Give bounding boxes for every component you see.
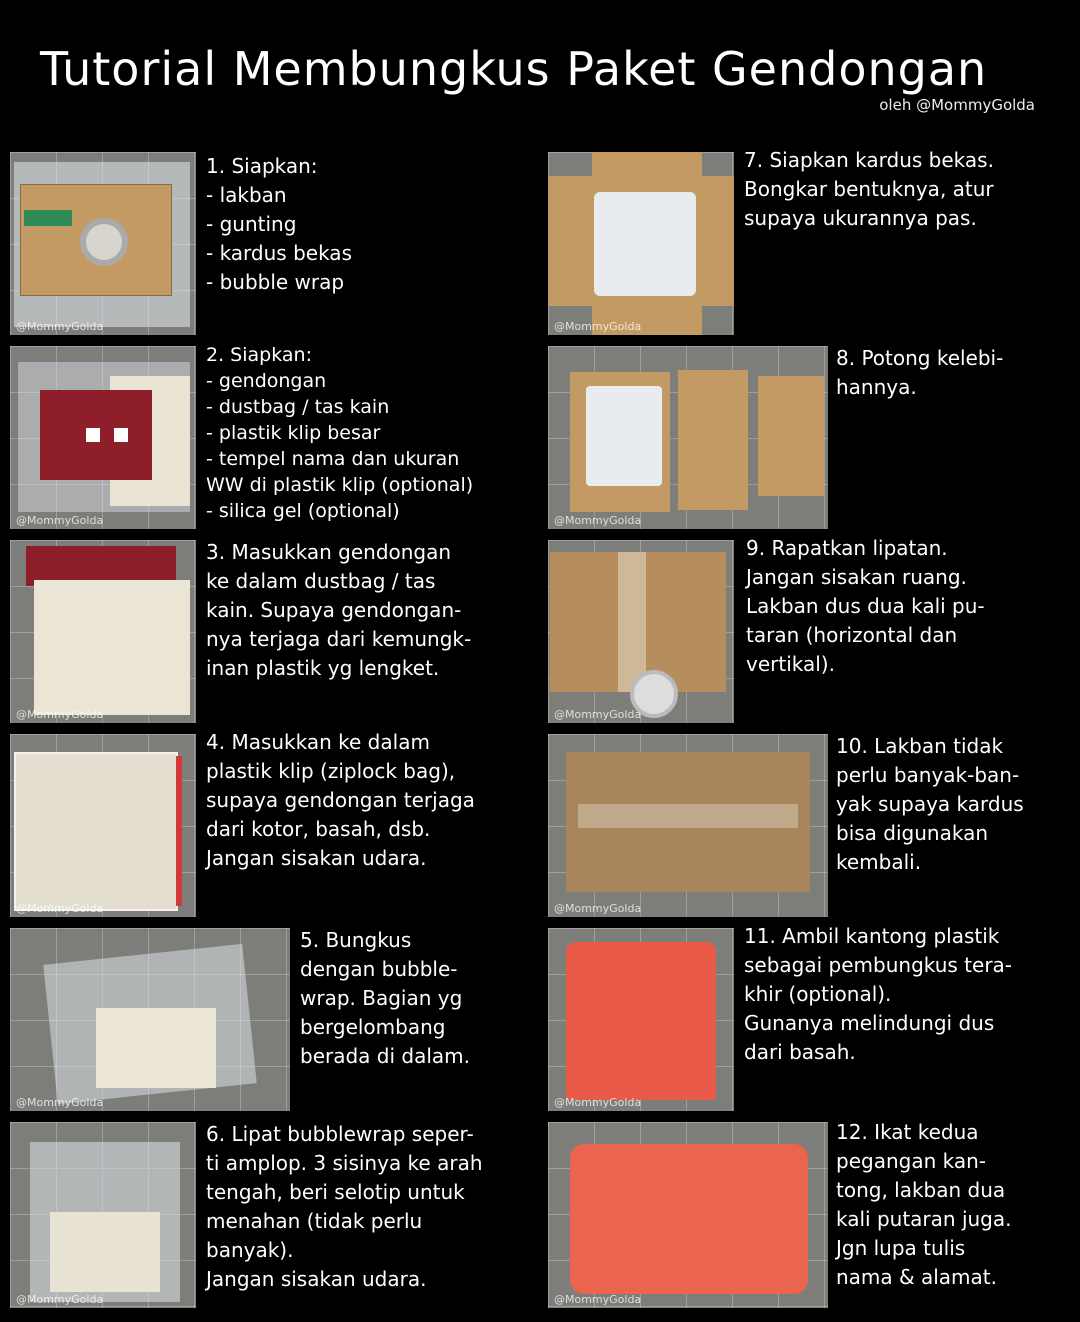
step-9-photo [548, 540, 734, 723]
step-6-text: 6. Lipat bubblewrap seper- ti amplop. 3 sisinya ke arah tengah, beri selotip untuk menahan (tidak perlu banyak). Jangan sisakan udara. [206, 1122, 483, 1291]
step-3-text: 3. Masukkan gendongan ke dalam dustbag / tas kain. Supaya gendongan- nya terjaga dari kemungk- inan plastik yg lengket. [206, 540, 472, 680]
author-byline: oleh @MommyGolda [879, 96, 1035, 114]
step-6-photo [10, 1122, 196, 1308]
step-4-photo [10, 734, 196, 917]
photo-watermark: @MommyGolda [16, 1293, 104, 1306]
photo-watermark: @MommyGolda [554, 514, 642, 527]
step-10-photo [548, 734, 828, 917]
step-11-text: 11. Ambil kantong plastik sebagai pembungkus tera- khir (optional). Gunanya melindungi dus dari basah. [744, 924, 1013, 1064]
step-5-text: 5. Bungkus dengan bubble- wrap. Bagian yg bergelombang berada di dalam. [300, 928, 470, 1068]
step-12-text: 12. Ikat kedua pegangan kan- tong, lakban dua kali putaran juga. Jgn lupa tulis nama & alamat. [836, 1120, 1012, 1289]
step-2-text: 2. Siapkan: - gendongan - dustbag / tas kain - plastik klip besar - tempel nama dan ukuran WW di plastik klip (optional) - silica gel (optional) [206, 344, 474, 522]
step-1-photo [10, 152, 196, 335]
step-2-photo [10, 346, 196, 529]
step-7-photo [548, 152, 734, 335]
photo-watermark: @MommyGolda [16, 902, 104, 915]
page-title: Tutorial Membungkus Paket Gendongan [40, 42, 988, 96]
photo-watermark: @MommyGolda [554, 320, 642, 333]
photo-watermark: @MommyGolda [554, 1096, 642, 1109]
photo-watermark: @MommyGolda [16, 320, 104, 333]
photo-watermark: @MommyGolda [16, 708, 104, 721]
step-5-photo [10, 928, 290, 1111]
step-1-text: 1. Siapkan: - lakban - gunting - kardus bekas - bubble wrap [206, 154, 352, 294]
step-4-text: 4. Masukkan ke dalam plastik klip (ziplock bag), supaya gendongan terjaga dari kotor, basah, dsb. Jangan sisakan udara. [206, 730, 475, 870]
photo-watermark: @MommyGolda [16, 514, 104, 527]
step-3-photo [10, 540, 196, 723]
step-8-photo [548, 346, 828, 529]
step-7-text: 7. Siapkan kardus bekas. Bongkar bentuknya, atur supaya ukurannya pas. [744, 148, 994, 230]
step-10-text: 10. Lakban tidak perlu banyak-ban- yak supaya kardus bisa digunakan kembali. [836, 734, 1024, 874]
step-11-photo [548, 928, 734, 1111]
step-8-text: 8. Potong kelebi- hannya. [836, 346, 1004, 399]
step-9-text: 9. Rapatkan lipatan. Jangan sisakan ruang. Lakban dus dua kali pu- taran (horizontal dan vertikal). [746, 536, 985, 676]
photo-watermark: @MommyGolda [16, 1096, 104, 1109]
photo-watermark: @MommyGolda [554, 1293, 642, 1306]
step-12-photo [548, 1122, 828, 1308]
photo-watermark: @MommyGolda [554, 708, 642, 721]
photo-watermark: @MommyGolda [554, 902, 642, 915]
